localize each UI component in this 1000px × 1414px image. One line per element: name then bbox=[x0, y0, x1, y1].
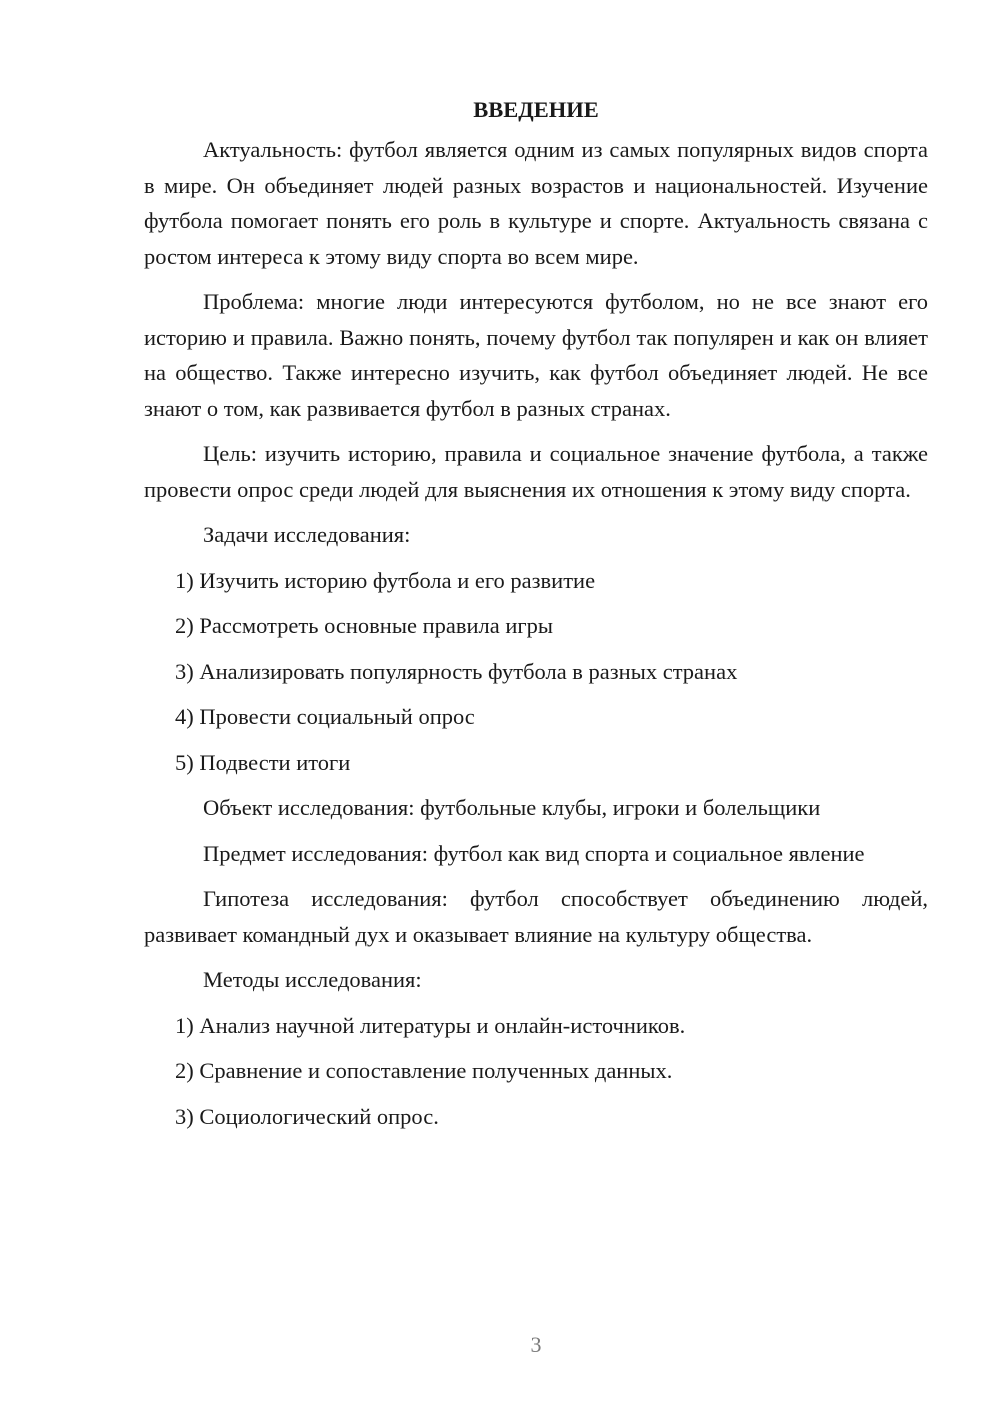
object-paragraph: Объект исследования: футбольные клубы, игроки и болельщики bbox=[203, 795, 821, 820]
problem-paragraph: Проблема: многие люди интересуются футболом, но не все знают его историю и правила. Важно понять, почему футбол так популярен и как он влияет на общество. Также интересно изучить, как футбол объединяет людей. Не все знают о том, как развивается футбол в разных странах. bbox=[144, 289, 928, 421]
subject-paragraph: Предмет исследования: футбол как вид спорта и социальное явление bbox=[203, 840, 865, 866]
tasks-heading: Задачи исследования: bbox=[203, 522, 411, 547]
list-item: 1) Изучить историю футбола и его развитие bbox=[175, 567, 596, 593]
page-title: ВВЕДЕНИЕ bbox=[473, 97, 599, 122]
relevance-paragraph: Актуальность: футбол является одним из самых популярных видов спорта в мире. Он объединяет людей разных возрастов и национальностей. Изучение футбола помогает понять его роль в культуре и спорте. Актуальность связана с ростом интереса к этому виду спорта во всем мире. bbox=[144, 137, 928, 269]
list-item: 4) Провести социальный опрос bbox=[175, 704, 475, 729]
page-number: 3 bbox=[530, 1332, 542, 1357]
methods-list bbox=[144, 1008, 928, 1135]
list-item: 3) Анализировать популярность футбола в разных странах bbox=[175, 658, 738, 684]
document-page bbox=[144, 92, 928, 1144]
methods-heading: Методы исследования: bbox=[203, 967, 422, 992]
list-item: 1) Анализ научной литературы и онлайн-источников. bbox=[175, 1012, 686, 1038]
list-item: 2) Рассмотреть основные правила игры bbox=[175, 613, 553, 638]
list-item: 5) Подвести итоги bbox=[175, 749, 351, 775]
hypothesis-paragraph: Гипотеза исследования: футбол способствует объединению людей, развивает командный дух и оказывает влияние на культуру общества. bbox=[144, 886, 928, 947]
list-item: 3) Социологический опрос. bbox=[175, 1103, 439, 1129]
tasks-list bbox=[144, 563, 928, 781]
goal-paragraph: Цель: изучить историю, правила и социальное значение футбола, а также провести опрос среди людей для выяснения их отношения к этому виду спорта. bbox=[144, 441, 928, 502]
list-item: 2) Сравнение и сопоставление полученных данных. bbox=[175, 1058, 673, 1083]
